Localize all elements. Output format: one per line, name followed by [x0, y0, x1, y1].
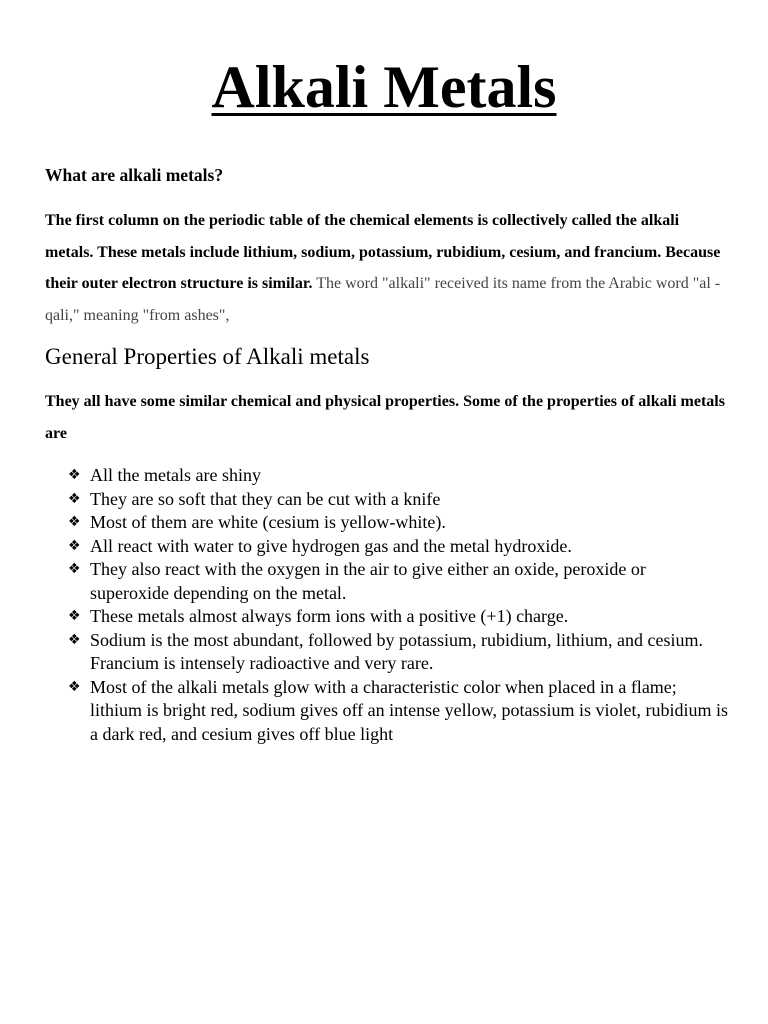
list-item: [68, 605, 728, 629]
list-item-text: Most of the alkali metals glow with a characteristic color when placed in a flame; lithium is bright red, sodium gives off an intense yellow, potassium is violet, rubidium is a dark red, and cesium gives off blue light: [90, 676, 728, 744]
diamond-bullet-icon: ❖: [68, 561, 81, 577]
list-item: [68, 464, 728, 488]
list-item: [68, 558, 728, 605]
question-heading: What are alkali metals?: [45, 165, 224, 185]
section-heading: General Properties of Alkali metals: [45, 344, 370, 369]
list-item-text: Most of them are white (cesium is yellow-white).: [90, 512, 446, 532]
diamond-bullet-icon: ❖: [68, 514, 81, 530]
list-item: [68, 488, 728, 512]
diamond-bullet-icon: ❖: [68, 537, 81, 554]
properties-intro: They all have some similar chemical and physical properties. Some of the properties of alkali metals are: [45, 393, 725, 442]
intro-text: The first column on the periodic table of the chemical elements is collectively called the alkali metals. These metals include lithium, sodium, potassium, rubidium, cesium, and francium. Because their outer electron structure is similar.: [45, 212, 721, 292]
list-item: [68, 535, 728, 559]
diamond-bullet-icon: ❖: [68, 467, 81, 483]
diamond-bullet-icon: ❖: [68, 608, 81, 624]
list-item-text: All react with water to give hydrogen gas and the metal hydroxide.: [90, 535, 572, 556]
list-item-text: Sodium is the most abundant, followed by potassium, rubidium, lithium, and cesium. Francium is intensely radioactive and very rare.: [90, 629, 703, 673]
page-title: Alkali Metals: [211, 54, 557, 120]
properties-list: [68, 464, 728, 746]
intro-paragraph: [45, 205, 725, 331]
intro-etymology-text: The word "alkali" received its name from the Arabic word "al -qali," meaning "from ashes",: [45, 275, 721, 324]
diamond-bullet-icon: ❖: [68, 490, 81, 507]
list-item-text: They are so soft that they can be cut with a knife: [90, 488, 441, 509]
list-item-text: They also react with the oxygen in the air to give either an oxide, peroxide or superoxide depending on the metal.: [90, 559, 646, 603]
list-item: [68, 511, 728, 535]
list-item-text: All the metals are shiny: [90, 465, 261, 485]
diamond-bullet-icon: ❖: [68, 678, 81, 695]
list-item: [68, 629, 728, 676]
diamond-bullet-icon: ❖: [68, 631, 81, 648]
list-item-text: These metals almost always form ions with a positive (+1) charge.: [90, 606, 569, 626]
list-item: [68, 676, 728, 747]
